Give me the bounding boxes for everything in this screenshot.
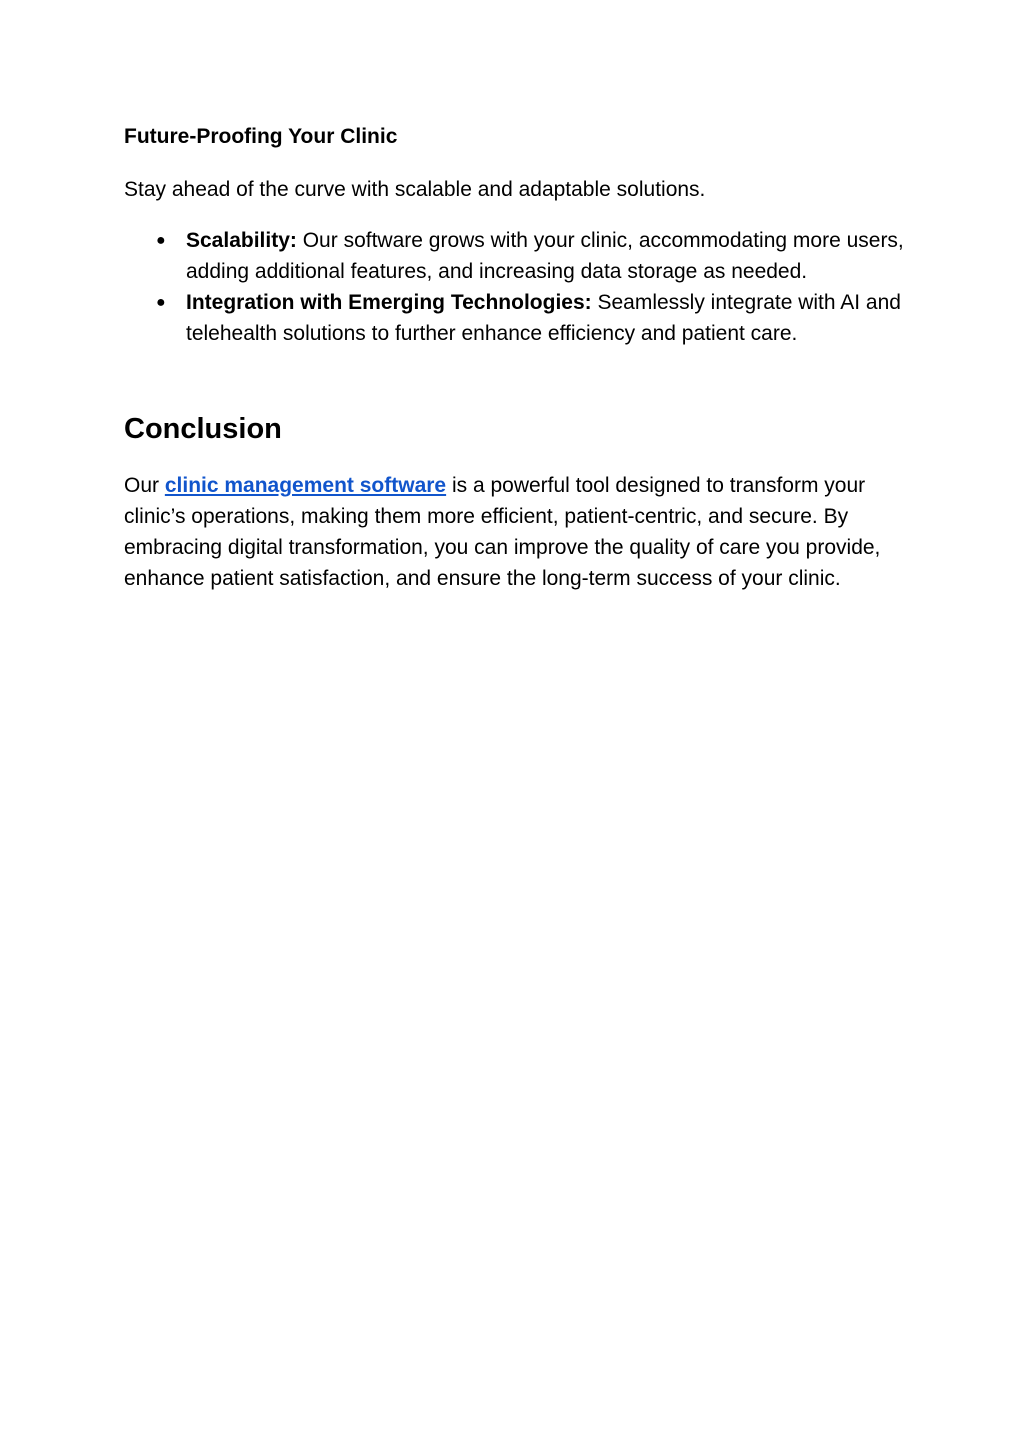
list-item	[124, 225, 910, 287]
conclusion-paragraph	[124, 470, 910, 594]
bullet-icon: ●	[156, 294, 166, 311]
list-item	[124, 287, 910, 349]
section-intro: Stay ahead of the curve with scalable and adaptable solutions.	[124, 178, 706, 201]
clinic-management-software-link[interactable]: clinic management software	[164, 474, 447, 497]
list-item-text: Seamlessly integrate with AI and telehealth solutions to further enhance efficiency and patient care.	[186, 291, 901, 345]
section-subheading: Future-Proofing Your Clinic	[124, 125, 398, 148]
list-item-label: Integration with Emerging Technologies:	[186, 291, 592, 314]
list-item-label: Scalability:	[186, 229, 297, 252]
bullet-icon: ●	[156, 232, 166, 249]
conclusion-lead: Our	[124, 474, 165, 497]
conclusion-heading: Conclusion	[124, 413, 282, 445]
list-item-text: Our software grows with your clinic, accommodating more users, adding additional features, and increasing data storage as needed.	[186, 229, 904, 283]
feature-list	[124, 225, 910, 349]
conclusion-body: is a powerful tool designed to transform your clinic’s operations, making them more efficient, patient-centric, and secure. By embracing digital transformation, you can improve the quality of care you provide, enhance patient satisfaction, and ensure the long-term success of your clinic.	[124, 474, 881, 590]
